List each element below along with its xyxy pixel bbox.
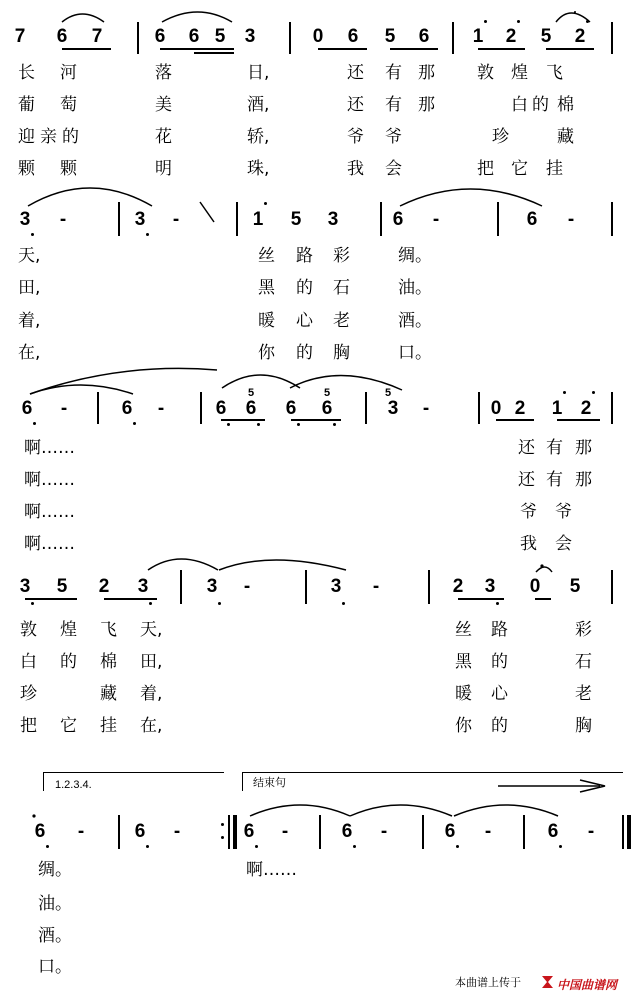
volta-label-2: 结束句 (253, 776, 286, 789)
note: 2 (580, 398, 592, 419)
note-extension: - (59, 209, 67, 230)
lyric-syllable: 颗 (18, 159, 35, 179)
note: 6 (243, 821, 255, 842)
lyric-syllable: 珍 (20, 684, 37, 704)
lyric-syllable: 胸 (333, 343, 350, 363)
lyric-syllable: 的 (532, 95, 549, 115)
lyric-syllable: 白 (20, 652, 37, 672)
lyric-syllable: 还 (347, 63, 364, 83)
lyric-syllable: 亲 (40, 127, 57, 147)
lyric-syllable: 田, (140, 652, 163, 672)
lyric-syllable: 有 (385, 95, 402, 115)
lyric-syllable: 还 (518, 438, 535, 458)
lyric-syllable: 藏 (557, 127, 574, 147)
lyric-syllable: 心 (296, 311, 313, 331)
note-extension: - (77, 821, 85, 842)
lyric-syllable: 丝 (455, 620, 472, 640)
note: 6 (121, 398, 133, 419)
note-extension: - (172, 209, 180, 230)
lyric-syllable: 的 (491, 652, 508, 672)
lyric-syllable: 把 (477, 159, 494, 179)
note: 6 (188, 26, 200, 47)
lyric-syllable: 天, (140, 620, 163, 640)
note: 6 (341, 821, 353, 842)
lyric-syllable: 珠, (247, 159, 270, 179)
lyric-syllable: 石 (333, 278, 350, 298)
lyric-syllable: 啊…… (24, 470, 75, 490)
lyric-syllable: 日, (247, 63, 270, 83)
lyric-syllable: 棉 (557, 95, 574, 115)
note: 2 (514, 398, 526, 419)
lyric-syllable: 挂 (546, 159, 563, 179)
lyric-syllable: 那 (575, 470, 592, 490)
note: 3 (244, 26, 256, 47)
lyric-syllable: 石 (575, 652, 592, 672)
note: 0 (529, 576, 541, 597)
lyric-syllable: 田, (18, 278, 41, 298)
note: 6 (34, 821, 46, 842)
lyric-syllable: 油。 (38, 894, 72, 914)
note: 5 (540, 26, 552, 47)
site-logo-icon (540, 975, 556, 989)
volta-label-1: 1.2.3.4. (55, 779, 92, 791)
note-extension: - (422, 398, 430, 419)
note: 3 (206, 576, 218, 597)
lyric-syllable: 丝 (258, 246, 275, 266)
note: 7 (91, 26, 103, 47)
lyric-syllable: 我 (347, 159, 364, 179)
lyric-syllable: 煌 (511, 63, 528, 83)
note: 3 (387, 398, 399, 419)
lyric-syllable: 老 (575, 684, 592, 704)
lyric-syllable: 在, (140, 716, 163, 736)
lyric-syllable: 敦 (20, 620, 37, 640)
note: 3 (19, 576, 31, 597)
note: 5 (56, 576, 68, 597)
lyric-syllable: 爷 (347, 127, 364, 147)
lyric-syllable: 有 (546, 438, 563, 458)
lyric-syllable: 它 (511, 159, 528, 179)
lyric-syllable: 藏 (100, 684, 117, 704)
lyric-syllable: 爷 (385, 127, 402, 147)
lyric-syllable: 老 (333, 311, 350, 331)
note: 0 (312, 26, 324, 47)
lyric-syllable: 轿, (247, 127, 270, 147)
grace-note: 5 (248, 387, 255, 399)
note: 2 (505, 26, 517, 47)
note-extension: - (60, 398, 68, 419)
lyric-syllable: 迎 (18, 127, 35, 147)
lyric-syllable: 酒, (247, 95, 270, 115)
lyric-syllable: 还 (518, 470, 535, 490)
note-extension: - (281, 821, 289, 842)
note-extension: - (243, 576, 251, 597)
upload-note: 本曲谱上传于 (455, 976, 521, 989)
lyric-syllable: 煌 (60, 620, 77, 640)
note-extension: - (432, 209, 440, 230)
lyric-syllable: 把 (20, 716, 37, 736)
note: 0 (490, 398, 502, 419)
note: 3 (327, 209, 339, 230)
lyric-syllable: 油。 (398, 278, 432, 298)
note-extension: - (484, 821, 492, 842)
lyric-syllable: 酒。 (398, 311, 432, 331)
lyric-syllable: 暖 (258, 311, 275, 331)
lyric-syllable: 敦 (477, 63, 494, 83)
note: 1 (551, 398, 563, 419)
note: 7 (14, 26, 26, 47)
note-extension: - (587, 821, 595, 842)
lyric-syllable: 那 (418, 95, 435, 115)
lyric-syllable: 有 (546, 470, 563, 490)
lyric-syllable: 彩 (575, 620, 592, 640)
lyric-syllable: 棉 (100, 652, 117, 672)
lyric-syllable: 黑 (455, 652, 472, 672)
lyric-syllable: 落 (155, 63, 172, 83)
lyric-syllable: 口。 (398, 343, 432, 363)
lyric-syllable: 的 (62, 127, 79, 147)
lyric-syllable: 葡 (18, 95, 35, 115)
lyric-syllable: 着, (18, 311, 41, 331)
lyric-syllable: 绸。 (38, 860, 72, 880)
lyric-syllable: 啊…… (24, 502, 75, 522)
lyric-syllable: 有 (385, 63, 402, 83)
note: 2 (452, 576, 464, 597)
lyric-syllable: 白 (511, 95, 528, 115)
note: 6 (245, 398, 257, 419)
note: 1 (252, 209, 264, 230)
lyric-syllable: 黑 (258, 278, 275, 298)
lyric-syllable: 酒。 (38, 926, 72, 946)
note-extension: - (173, 821, 181, 842)
note: 6 (526, 209, 538, 230)
lyric-syllable: 的 (491, 716, 508, 736)
lyric-syllable: 啊…… (246, 860, 297, 880)
lyric-syllable: 飞 (100, 620, 117, 640)
lyric-syllable: 还 (347, 95, 364, 115)
note: 6 (215, 398, 227, 419)
site-logo-text[interactable]: 中国曲谱网 (557, 978, 618, 992)
note: 5 (214, 26, 226, 47)
lyric-syllable: 啊…… (24, 534, 75, 554)
lyric-syllable: 颗 (60, 159, 77, 179)
lyric-syllable: 河 (60, 63, 77, 83)
lyric-syllable: 啊…… (24, 438, 75, 458)
lyric-syllable: 着, (140, 684, 163, 704)
note: 3 (19, 209, 31, 230)
note: 6 (547, 821, 559, 842)
lyric-syllable: 你 (258, 343, 275, 363)
lyric-syllable: 的 (296, 278, 313, 298)
note: 6 (444, 821, 456, 842)
note: 6 (134, 821, 146, 842)
lyric-syllable: 我 (520, 534, 537, 554)
note: 3 (484, 576, 496, 597)
note: 6 (321, 398, 333, 419)
lyric-syllable: 挂 (100, 716, 117, 736)
lyric-syllable: 心 (491, 684, 508, 704)
lyric-syllable: 在, (18, 343, 41, 363)
grace-note: 5 (385, 387, 392, 399)
lyric-syllable: 彩 (333, 246, 350, 266)
lyric-syllable: 飞 (546, 63, 563, 83)
note: 5 (384, 26, 396, 47)
lyric-syllable: 你 (455, 716, 472, 736)
note: 2 (574, 26, 586, 47)
note: 2 (98, 576, 110, 597)
note: 3 (137, 576, 149, 597)
lyric-syllable: 暖 (455, 684, 472, 704)
lyric-syllable: 胸 (575, 716, 592, 736)
lyric-syllable: 爷 (520, 502, 537, 522)
lyric-syllable: 绸。 (398, 246, 432, 266)
note-extension: - (380, 821, 388, 842)
note: 1 (472, 26, 484, 47)
note-extension: - (567, 209, 575, 230)
note: 6 (154, 26, 166, 47)
lyric-syllable: 路 (491, 620, 508, 640)
note: 6 (418, 26, 430, 47)
lyric-syllable: 口。 (38, 957, 72, 977)
lyric-syllable: 珍 (492, 127, 509, 147)
lyric-syllable: 那 (418, 63, 435, 83)
lyric-syllable: 会 (555, 534, 572, 554)
lyric-syllable: 明 (155, 159, 172, 179)
lyric-syllable: 会 (385, 159, 402, 179)
lyric-syllable: 那 (575, 438, 592, 458)
grace-note: 5 (324, 387, 331, 399)
lyric-syllable: 它 (60, 716, 77, 736)
lyric-syllable: 路 (296, 246, 313, 266)
note: 3 (330, 576, 342, 597)
note: 6 (21, 398, 33, 419)
note: 6 (56, 26, 68, 47)
note: 6 (347, 26, 359, 47)
note: 5 (290, 209, 302, 230)
note-extension: - (157, 398, 165, 419)
lyric-syllable: 花 (155, 127, 172, 147)
lyric-syllable: 的 (296, 343, 313, 363)
lyric-syllable: 天, (18, 246, 41, 266)
lyric-syllable: 爷 (555, 502, 572, 522)
note: 5 (569, 576, 581, 597)
note: 6 (285, 398, 297, 419)
note: 6 (392, 209, 404, 230)
lyric-syllable: 美 (155, 95, 172, 115)
lyric-syllable: 的 (60, 652, 77, 672)
note: 3 (134, 209, 146, 230)
note-extension: - (372, 576, 380, 597)
lyric-syllable: 长 (18, 63, 35, 83)
lyric-syllable: 萄 (60, 95, 77, 115)
